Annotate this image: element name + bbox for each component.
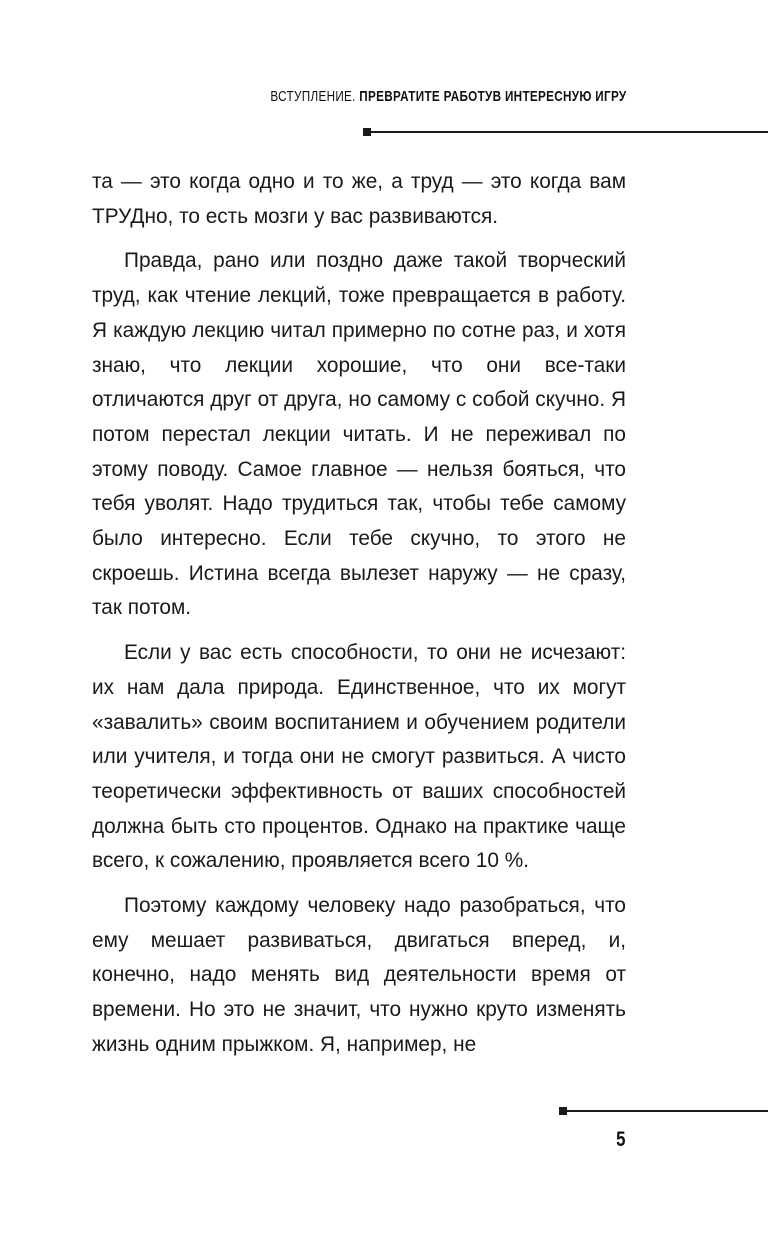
- page-number: 5: [616, 1128, 626, 1151]
- paragraph-4: Поэтому каждому человеку надо разобраться, что ему мешает развиваться, двигаться вперед, и, конечно, надо менять вид деятельности время от времени. Но это не значит, что нужно круто изменять жизнь одним прыжком. Я, например, не: [92, 894, 626, 1056]
- paragraph-3: Если у вас есть способности, то они не исчезают: их нам дала природа. Единственное, что их могут «завалить» своим воспитанием и обучением родители или учителя, и тогда они не смогут развиться. А чисто теоретически эффективность от ваших способностей должна быть сто процентов. Однако на практике чаще всего, к сожалению, проявляется всего 10 %.: [92, 641, 626, 873]
- running-header: [271, 88, 627, 105]
- header-title: ПРЕВРАТИТЕ РАБОТУВ ИНТЕРЕСНУЮ ИГРУ: [359, 88, 627, 105]
- body-text: [92, 165, 626, 1073]
- paragraph-2: Правда, рано или поздно даже такой творческий труд, как чтение лекций, тоже превращается в работу. Я каждую лекцию читал примерно по сотне раз, и хотя знаю, что лекции хорошие, что они все-таки отличаются друг от друга, но самому с собой скучно. Я потом перестал лекции читать. И не переживал по этому поводу. Самое главное — нельзя бояться, что тебя уволят. Надо трудиться так, чтобы тебе самому было интересно. Если тебе скучно, то этого не скроешь. Истина всегда вылезет наружу — не сразу, так потом.: [92, 249, 626, 620]
- header-prefix: ВСТУПЛЕНИЕ.: [270, 88, 357, 105]
- top-rule: [363, 131, 768, 133]
- bottom-rule: [559, 1110, 768, 1112]
- paragraph-1: та — это когда одно и то же, а труд — это когда вам ТРУДно, то есть мозги у вас развиваются.: [92, 170, 626, 228]
